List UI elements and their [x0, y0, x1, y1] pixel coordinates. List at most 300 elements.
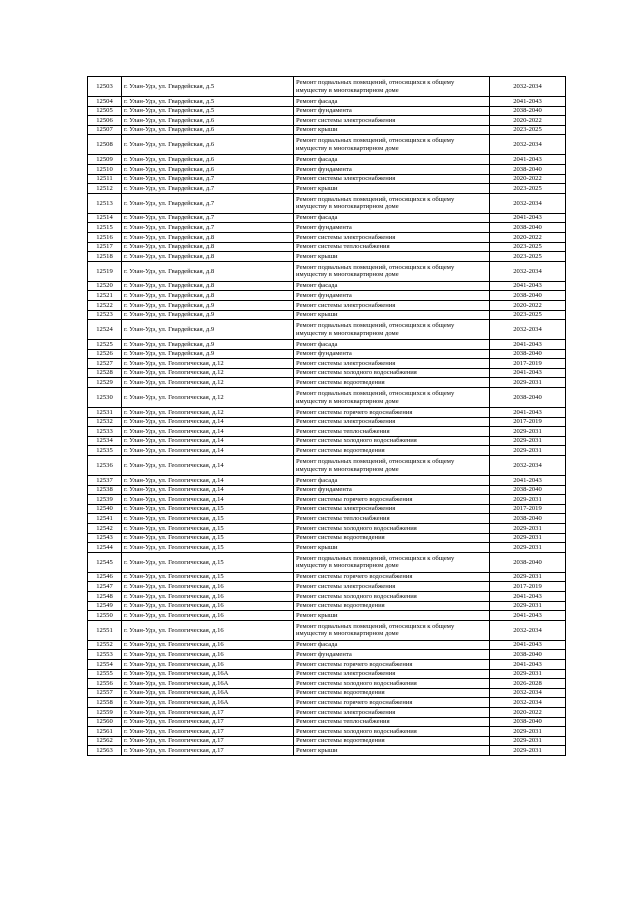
row-number: 12545 [88, 552, 122, 572]
address-cell: г. Улан-Удэ, ул. Геологическая, д.16 [122, 611, 294, 621]
period-cell: 2038-2040 [490, 388, 566, 408]
period-cell: 2029-2031 [490, 495, 566, 505]
work-type-cell: Ремонт фасада [294, 340, 490, 350]
work-type-cell: Ремонт крыши [294, 310, 490, 320]
work-type-cell: Ремонт фундамента [294, 349, 490, 359]
address-cell: г. Улан-Удэ, ул. Гвардейская, д.8 [122, 252, 294, 262]
address-cell: г. Улан-Удэ, ул. Гвардейская, д.8 [122, 291, 294, 301]
work-type-cell: Ремонт системы электроснабжения [294, 300, 490, 310]
address-cell: г. Улан-Удэ, ул. Геологическая, д.12 [122, 359, 294, 369]
work-type-cell: Ремонт фундамента [294, 485, 490, 495]
address-cell: г. Улан-Удэ, ул. Геологическая, д.16 [122, 620, 294, 640]
row-number: 12530 [88, 388, 122, 408]
period-cell: 2038-2040 [490, 223, 566, 233]
period-cell: 2038-2040 [490, 514, 566, 524]
table-row [88, 514, 566, 524]
address-cell: г. Улан-Удэ, ул. Геологическая, д.15 [122, 552, 294, 572]
work-type-cell: Ремонт системы теплоснабжения [294, 242, 490, 252]
row-number: 12506 [88, 116, 122, 126]
row-number: 12504 [88, 97, 122, 107]
period-cell: 2038-2040 [490, 349, 566, 359]
works-table-body [88, 77, 566, 756]
row-number: 12558 [88, 698, 122, 708]
table-row [88, 320, 566, 340]
period-cell: 2038-2040 [490, 164, 566, 174]
period-cell: 2038-2040 [490, 106, 566, 116]
address-cell: г. Улан-Удэ, ул. Геологическая, д.14 [122, 446, 294, 456]
row-number: 12542 [88, 524, 122, 534]
table-row [88, 669, 566, 679]
period-cell: 2041-2043 [490, 340, 566, 350]
row-number: 12519 [88, 261, 122, 281]
row-number: 12510 [88, 164, 122, 174]
period-cell: 2041-2043 [490, 281, 566, 291]
address-cell: г. Улан-Удэ, ул. Геологическая, д.16 [122, 582, 294, 592]
period-cell: 2029-2031 [490, 446, 566, 456]
address-cell: г. Улан-Удэ, ул. Геологическая, д.12 [122, 408, 294, 418]
work-type-cell: Ремонт системы электроснабжения [294, 359, 490, 369]
table-row [88, 456, 566, 476]
work-type-cell: Ремонт фасада [294, 155, 490, 165]
work-type-cell: Ремонт системы холодного водоснабжения [294, 679, 490, 689]
table-row [88, 650, 566, 660]
table-row [88, 242, 566, 252]
table-row [88, 261, 566, 281]
row-number: 12512 [88, 184, 122, 194]
address-cell: г. Улан-Удэ, ул. Гвардейская, д.7 [122, 223, 294, 233]
work-type-cell: Ремонт системы теплоснабжения [294, 514, 490, 524]
address-cell: г. Улан-Удэ, ул. Гвардейская, д.9 [122, 300, 294, 310]
address-cell: г. Улан-Удэ, ул. Геологическая, д.16А [122, 679, 294, 689]
address-cell: г. Улан-Удэ, ул. Гвардейская, д.7 [122, 193, 294, 213]
period-cell: 2020-2022 [490, 116, 566, 126]
address-cell: г. Улан-Удэ, ул. Геологическая, д.15 [122, 524, 294, 534]
row-number: 12554 [88, 659, 122, 669]
period-cell: 2029-2031 [490, 543, 566, 553]
table-row [88, 436, 566, 446]
table-row [88, 368, 566, 378]
period-cell: 2023-2025 [490, 252, 566, 262]
work-type-cell: Ремонт системы горячего водоснабжения [294, 659, 490, 669]
table-row [88, 533, 566, 543]
table-row [88, 476, 566, 486]
work-type-cell: Ремонт фундамента [294, 223, 490, 233]
period-cell: 2020-2022 [490, 174, 566, 184]
work-type-cell: Ремонт фасада [294, 213, 490, 223]
table-row [88, 232, 566, 242]
address-cell: г. Улан-Удэ, ул. Гвардейская, д.8 [122, 261, 294, 281]
work-type-cell: Ремонт системы холодного водоснабжения [294, 524, 490, 534]
row-number: 12533 [88, 427, 122, 437]
row-number: 12508 [88, 135, 122, 155]
work-type-cell: Ремонт подвальных помещений, относящихся к общему имуществу в многоквартирном доме [294, 620, 490, 640]
work-type-cell: Ремонт фундамента [294, 164, 490, 174]
work-type-cell: Ремонт системы горячего водоснабжения [294, 495, 490, 505]
period-cell: 2017-2019 [490, 504, 566, 514]
table-row [88, 601, 566, 611]
table-row [88, 213, 566, 223]
table-row [88, 300, 566, 310]
period-cell: 2032-2034 [490, 77, 566, 97]
row-number: 12524 [88, 320, 122, 340]
table-row [88, 310, 566, 320]
address-cell: г. Улан-Удэ, ул. Гвардейская, д.5 [122, 97, 294, 107]
address-cell: г. Улан-Удэ, ул. Геологическая, д.16 [122, 601, 294, 611]
work-type-cell: Ремонт фундамента [294, 291, 490, 301]
work-type-cell: Ремонт подвальных помещений, относящихся к общему имуществу в многоквартирном доме [294, 388, 490, 408]
period-cell: 2032-2034 [490, 620, 566, 640]
table-row [88, 727, 566, 737]
row-number: 12520 [88, 281, 122, 291]
address-cell: г. Улан-Удэ, ул. Геологическая, д.16А [122, 688, 294, 698]
period-cell: 2038-2040 [490, 650, 566, 660]
work-type-cell: Ремонт подвальных помещений, относящихся к общему имуществу в многоквартирном доме [294, 320, 490, 340]
address-cell: г. Улан-Удэ, ул. Гвардейская, д.6 [122, 125, 294, 135]
table-row [88, 252, 566, 262]
table-row [88, 77, 566, 97]
table-row [88, 582, 566, 592]
table-row [88, 281, 566, 291]
period-cell: 2041-2043 [490, 155, 566, 165]
row-number: 12518 [88, 252, 122, 262]
row-number: 12552 [88, 640, 122, 650]
period-cell: 2038-2040 [490, 717, 566, 727]
row-number: 12563 [88, 746, 122, 756]
address-cell: г. Улан-Удэ, ул. Гвардейская, д.8 [122, 242, 294, 252]
table-row [88, 736, 566, 746]
table-row [88, 116, 566, 126]
period-cell: 2029-2031 [490, 736, 566, 746]
table-row [88, 291, 566, 301]
work-type-cell: Ремонт системы электроснабжения [294, 582, 490, 592]
table-row [88, 679, 566, 689]
row-number: 12532 [88, 417, 122, 427]
period-cell: 2023-2025 [490, 125, 566, 135]
table-row [88, 640, 566, 650]
period-cell: 2041-2043 [490, 591, 566, 601]
address-cell: г. Улан-Удэ, ул. Геологическая, д.15 [122, 504, 294, 514]
row-number: 12561 [88, 727, 122, 737]
address-cell: г. Улан-Удэ, ул. Геологическая, д.12 [122, 368, 294, 378]
address-cell: г. Улан-Удэ, ул. Геологическая, д.14 [122, 456, 294, 476]
table-row [88, 611, 566, 621]
period-cell: 2023-2025 [490, 242, 566, 252]
row-number: 12514 [88, 213, 122, 223]
period-cell: 2041-2043 [490, 640, 566, 650]
row-number: 12559 [88, 707, 122, 717]
period-cell: 2029-2031 [490, 436, 566, 446]
work-type-cell: Ремонт системы водоотведения [294, 378, 490, 388]
row-number: 12535 [88, 446, 122, 456]
address-cell: г. Улан-Удэ, ул. Гвардейская, д.9 [122, 340, 294, 350]
work-type-cell: Ремонт системы электроснабжения [294, 707, 490, 717]
period-cell: 2029-2031 [490, 524, 566, 534]
work-type-cell: Ремонт крыши [294, 125, 490, 135]
table-row [88, 184, 566, 194]
address-cell: г. Улан-Удэ, ул. Геологическая, д.15 [122, 514, 294, 524]
address-cell: г. Улан-Удэ, ул. Гвардейская, д.8 [122, 281, 294, 291]
address-cell: г. Улан-Удэ, ул. Гвардейская, д.6 [122, 155, 294, 165]
work-type-cell: Ремонт фундамента [294, 106, 490, 116]
address-cell: г. Улан-Удэ, ул. Гвардейская, д.6 [122, 116, 294, 126]
period-cell: 2023-2025 [490, 310, 566, 320]
row-number: 12523 [88, 310, 122, 320]
row-number: 12521 [88, 291, 122, 301]
address-cell: г. Улан-Удэ, ул. Геологическая, д.17 [122, 736, 294, 746]
work-type-cell: Ремонт подвальных помещений, относящихся к общему имуществу в многоквартирном доме [294, 552, 490, 572]
address-cell: г. Улан-Удэ, ул. Гвардейская, д.7 [122, 174, 294, 184]
table-row [88, 155, 566, 165]
table-row [88, 223, 566, 233]
period-cell: 2041-2043 [490, 659, 566, 669]
address-cell: г. Улан-Удэ, ул. Геологическая, д.16 [122, 640, 294, 650]
work-type-cell: Ремонт крыши [294, 611, 490, 621]
work-type-cell: Ремонт фасада [294, 640, 490, 650]
row-number: 12516 [88, 232, 122, 242]
period-cell: 2041-2043 [490, 408, 566, 418]
work-type-cell: Ремонт системы холодного водоснабжения [294, 591, 490, 601]
table-row [88, 427, 566, 437]
work-type-cell: Ремонт системы водоотведения [294, 446, 490, 456]
address-cell: г. Улан-Удэ, ул. Геологическая, д.16 [122, 650, 294, 660]
period-cell: 2032-2034 [490, 320, 566, 340]
period-cell: 2041-2043 [490, 611, 566, 621]
table-row [88, 164, 566, 174]
work-type-cell: Ремонт системы горячего водоснабжения [294, 698, 490, 708]
work-type-cell: Ремонт подвальных помещений, относящихся к общему имуществу в многоквартирном доме [294, 135, 490, 155]
work-type-cell: Ремонт фасада [294, 476, 490, 486]
address-cell: г. Улан-Удэ, ул. Геологическая, д.16А [122, 669, 294, 679]
work-type-cell: Ремонт системы теплоснабжения [294, 427, 490, 437]
work-type-cell: Ремонт фасада [294, 97, 490, 107]
work-type-cell: Ремонт системы электроснабжения [294, 174, 490, 184]
period-cell: 2029-2031 [490, 601, 566, 611]
row-number: 12553 [88, 650, 122, 660]
table-row [88, 524, 566, 534]
row-number: 12503 [88, 77, 122, 97]
period-cell: 2032-2034 [490, 456, 566, 476]
table-row [88, 659, 566, 669]
work-type-cell: Ремонт подвальных помещений, относящихся к общему имуществу в многоквартирном доме [294, 456, 490, 476]
table-row [88, 552, 566, 572]
work-type-cell: Ремонт крыши [294, 543, 490, 553]
work-type-cell: Ремонт крыши [294, 184, 490, 194]
row-number: 12536 [88, 456, 122, 476]
row-number: 12543 [88, 533, 122, 543]
period-cell: 2026-2028 [490, 679, 566, 689]
work-type-cell: Ремонт фасада [294, 281, 490, 291]
work-type-cell: Ремонт подвальных помещений, относящихся к общему имуществу в многоквартирном доме [294, 77, 490, 97]
address-cell: г. Улан-Удэ, ул. Геологическая, д.15 [122, 543, 294, 553]
table-row [88, 591, 566, 601]
address-cell: г. Улан-Удэ, ул. Геологическая, д.14 [122, 427, 294, 437]
row-number: 12511 [88, 174, 122, 184]
address-cell: г. Улан-Удэ, ул. Геологическая, д.16 [122, 659, 294, 669]
row-number: 12562 [88, 736, 122, 746]
address-cell: г. Улан-Удэ, ул. Гвардейская, д.7 [122, 213, 294, 223]
period-cell: 2041-2043 [490, 213, 566, 223]
period-cell: 2029-2031 [490, 533, 566, 543]
work-type-cell: Ремонт системы электроснабжения [294, 504, 490, 514]
address-cell: г. Улан-Удэ, ул. Геологическая, д.14 [122, 436, 294, 446]
work-type-cell: Ремонт системы холодного водоснабжения [294, 436, 490, 446]
work-type-cell: Ремонт системы водоотведения [294, 533, 490, 543]
work-type-cell: Ремонт системы электроснабжения [294, 669, 490, 679]
address-cell: г. Улан-Удэ, ул. Гвардейская, д.9 [122, 310, 294, 320]
works-table [87, 76, 566, 756]
address-cell: г. Улан-Удэ, ул. Геологическая, д.17 [122, 727, 294, 737]
table-row [88, 106, 566, 116]
table-row [88, 446, 566, 456]
period-cell: 2029-2031 [490, 727, 566, 737]
address-cell: г. Улан-Удэ, ул. Геологическая, д.12 [122, 388, 294, 408]
period-cell: 2032-2034 [490, 688, 566, 698]
row-number: 12517 [88, 242, 122, 252]
address-cell: г. Улан-Удэ, ул. Гвардейская, д.9 [122, 320, 294, 340]
row-number: 12531 [88, 408, 122, 418]
period-cell: 2029-2031 [490, 378, 566, 388]
table-row [88, 125, 566, 135]
period-cell: 2017-2019 [490, 582, 566, 592]
table-row [88, 408, 566, 418]
row-number: 12515 [88, 223, 122, 233]
period-cell: 2020-2022 [490, 300, 566, 310]
period-cell: 2017-2019 [490, 359, 566, 369]
row-number: 12548 [88, 591, 122, 601]
table-row [88, 717, 566, 727]
table-row [88, 698, 566, 708]
row-number: 12560 [88, 717, 122, 727]
row-number: 12527 [88, 359, 122, 369]
row-number: 12549 [88, 601, 122, 611]
period-cell: 2029-2031 [490, 572, 566, 582]
address-cell: г. Улан-Удэ, ул. Гвардейская, д.7 [122, 184, 294, 194]
work-type-cell: Ремонт системы электроснабжения [294, 116, 490, 126]
row-number: 12551 [88, 620, 122, 640]
period-cell: 2032-2034 [490, 261, 566, 281]
period-cell: 2020-2022 [490, 707, 566, 717]
row-number: 12526 [88, 349, 122, 359]
row-number: 12513 [88, 193, 122, 213]
row-number: 12550 [88, 611, 122, 621]
work-type-cell: Ремонт системы водоотведения [294, 736, 490, 746]
table-row [88, 746, 566, 756]
table-row [88, 707, 566, 717]
row-number: 12541 [88, 514, 122, 524]
row-number: 12557 [88, 688, 122, 698]
table-row [88, 543, 566, 553]
row-number: 12509 [88, 155, 122, 165]
work-type-cell: Ремонт крыши [294, 746, 490, 756]
row-number: 12546 [88, 572, 122, 582]
table-row [88, 388, 566, 408]
period-cell: 2032-2034 [490, 193, 566, 213]
address-cell: г. Улан-Удэ, ул. Геологическая, д.15 [122, 572, 294, 582]
work-type-cell: Ремонт фундамента [294, 650, 490, 660]
address-cell: г. Улан-Удэ, ул. Гвардейская, д.5 [122, 77, 294, 97]
period-cell: 2023-2025 [490, 184, 566, 194]
work-type-cell: Ремонт системы электроснабжения [294, 232, 490, 242]
row-number: 12525 [88, 340, 122, 350]
address-cell: г. Улан-Удэ, ул. Геологическая, д.17 [122, 707, 294, 717]
address-cell: г. Улан-Удэ, ул. Геологическая, д.16 [122, 591, 294, 601]
work-type-cell: Ремонт системы теплоснабжения [294, 717, 490, 727]
period-cell: 2020-2022 [490, 232, 566, 242]
row-number: 12537 [88, 476, 122, 486]
table-row [88, 174, 566, 184]
period-cell: 2032-2034 [490, 698, 566, 708]
period-cell: 2038-2040 [490, 291, 566, 301]
row-number: 12528 [88, 368, 122, 378]
table-row [88, 620, 566, 640]
address-cell: г. Улан-Удэ, ул. Геологическая, д.16А [122, 698, 294, 708]
row-number: 12538 [88, 485, 122, 495]
period-cell: 2041-2043 [490, 476, 566, 486]
period-cell: 2041-2043 [490, 368, 566, 378]
address-cell: г. Улан-Удэ, ул. Геологическая, д.14 [122, 476, 294, 486]
work-type-cell: Ремонт системы водоотведения [294, 688, 490, 698]
period-cell: 2029-2031 [490, 669, 566, 679]
address-cell: г. Улан-Удэ, ул. Гвардейская, д.6 [122, 135, 294, 155]
table-row [88, 504, 566, 514]
table-row [88, 135, 566, 155]
period-cell: 2038-2040 [490, 485, 566, 495]
row-number: 12540 [88, 504, 122, 514]
period-cell: 2041-2043 [490, 97, 566, 107]
work-type-cell: Ремонт системы водоотведения [294, 601, 490, 611]
address-cell: г. Улан-Удэ, ул. Гвардейская, д.6 [122, 164, 294, 174]
period-cell: 2029-2031 [490, 746, 566, 756]
period-cell: 2032-2034 [490, 135, 566, 155]
address-cell: г. Улан-Удэ, ул. Геологическая, д.12 [122, 378, 294, 388]
period-cell: 2017-2019 [490, 417, 566, 427]
address-cell: г. Улан-Удэ, ул. Гвардейская, д.5 [122, 106, 294, 116]
address-cell: г. Улан-Удэ, ул. Гвардейская, д.9 [122, 349, 294, 359]
row-number: 12555 [88, 669, 122, 679]
table-row [88, 572, 566, 582]
work-type-cell: Ремонт системы горячего водоснабжения [294, 408, 490, 418]
row-number: 12534 [88, 436, 122, 446]
address-cell: г. Улан-Удэ, ул. Геологическая, д.17 [122, 717, 294, 727]
period-cell: 2029-2031 [490, 427, 566, 437]
work-type-cell: Ремонт системы холодного водоснабжения [294, 368, 490, 378]
work-type-cell: Ремонт системы холодного водоснабжения [294, 727, 490, 737]
address-cell: г. Улан-Удэ, ул. Геологическая, д.14 [122, 417, 294, 427]
table-row [88, 495, 566, 505]
table-row [88, 97, 566, 107]
work-type-cell: Ремонт крыши [294, 252, 490, 262]
period-cell: 2038-2040 [490, 552, 566, 572]
row-number: 12522 [88, 300, 122, 310]
table-row [88, 349, 566, 359]
work-type-cell: Ремонт системы горячего водоснабжения [294, 572, 490, 582]
address-cell: г. Улан-Удэ, ул. Геологическая, д.14 [122, 495, 294, 505]
table-row [88, 340, 566, 350]
row-number: 12507 [88, 125, 122, 135]
address-cell: г. Улан-Удэ, ул. Гвардейская, д.8 [122, 232, 294, 242]
work-type-cell: Ремонт подвальных помещений, относящихся к общему имуществу в многоквартирном доме [294, 193, 490, 213]
row-number: 12544 [88, 543, 122, 553]
row-number: 12547 [88, 582, 122, 592]
work-type-cell: Ремонт системы электроснабжения [294, 417, 490, 427]
address-cell: г. Улан-Удэ, ул. Геологическая, д.15 [122, 533, 294, 543]
work-type-cell: Ремонт подвальных помещений, относящихся к общему имуществу в многоквартирном доме [294, 261, 490, 281]
table-row [88, 378, 566, 388]
row-number: 12529 [88, 378, 122, 388]
table-row [88, 193, 566, 213]
table-row [88, 359, 566, 369]
table-row [88, 417, 566, 427]
